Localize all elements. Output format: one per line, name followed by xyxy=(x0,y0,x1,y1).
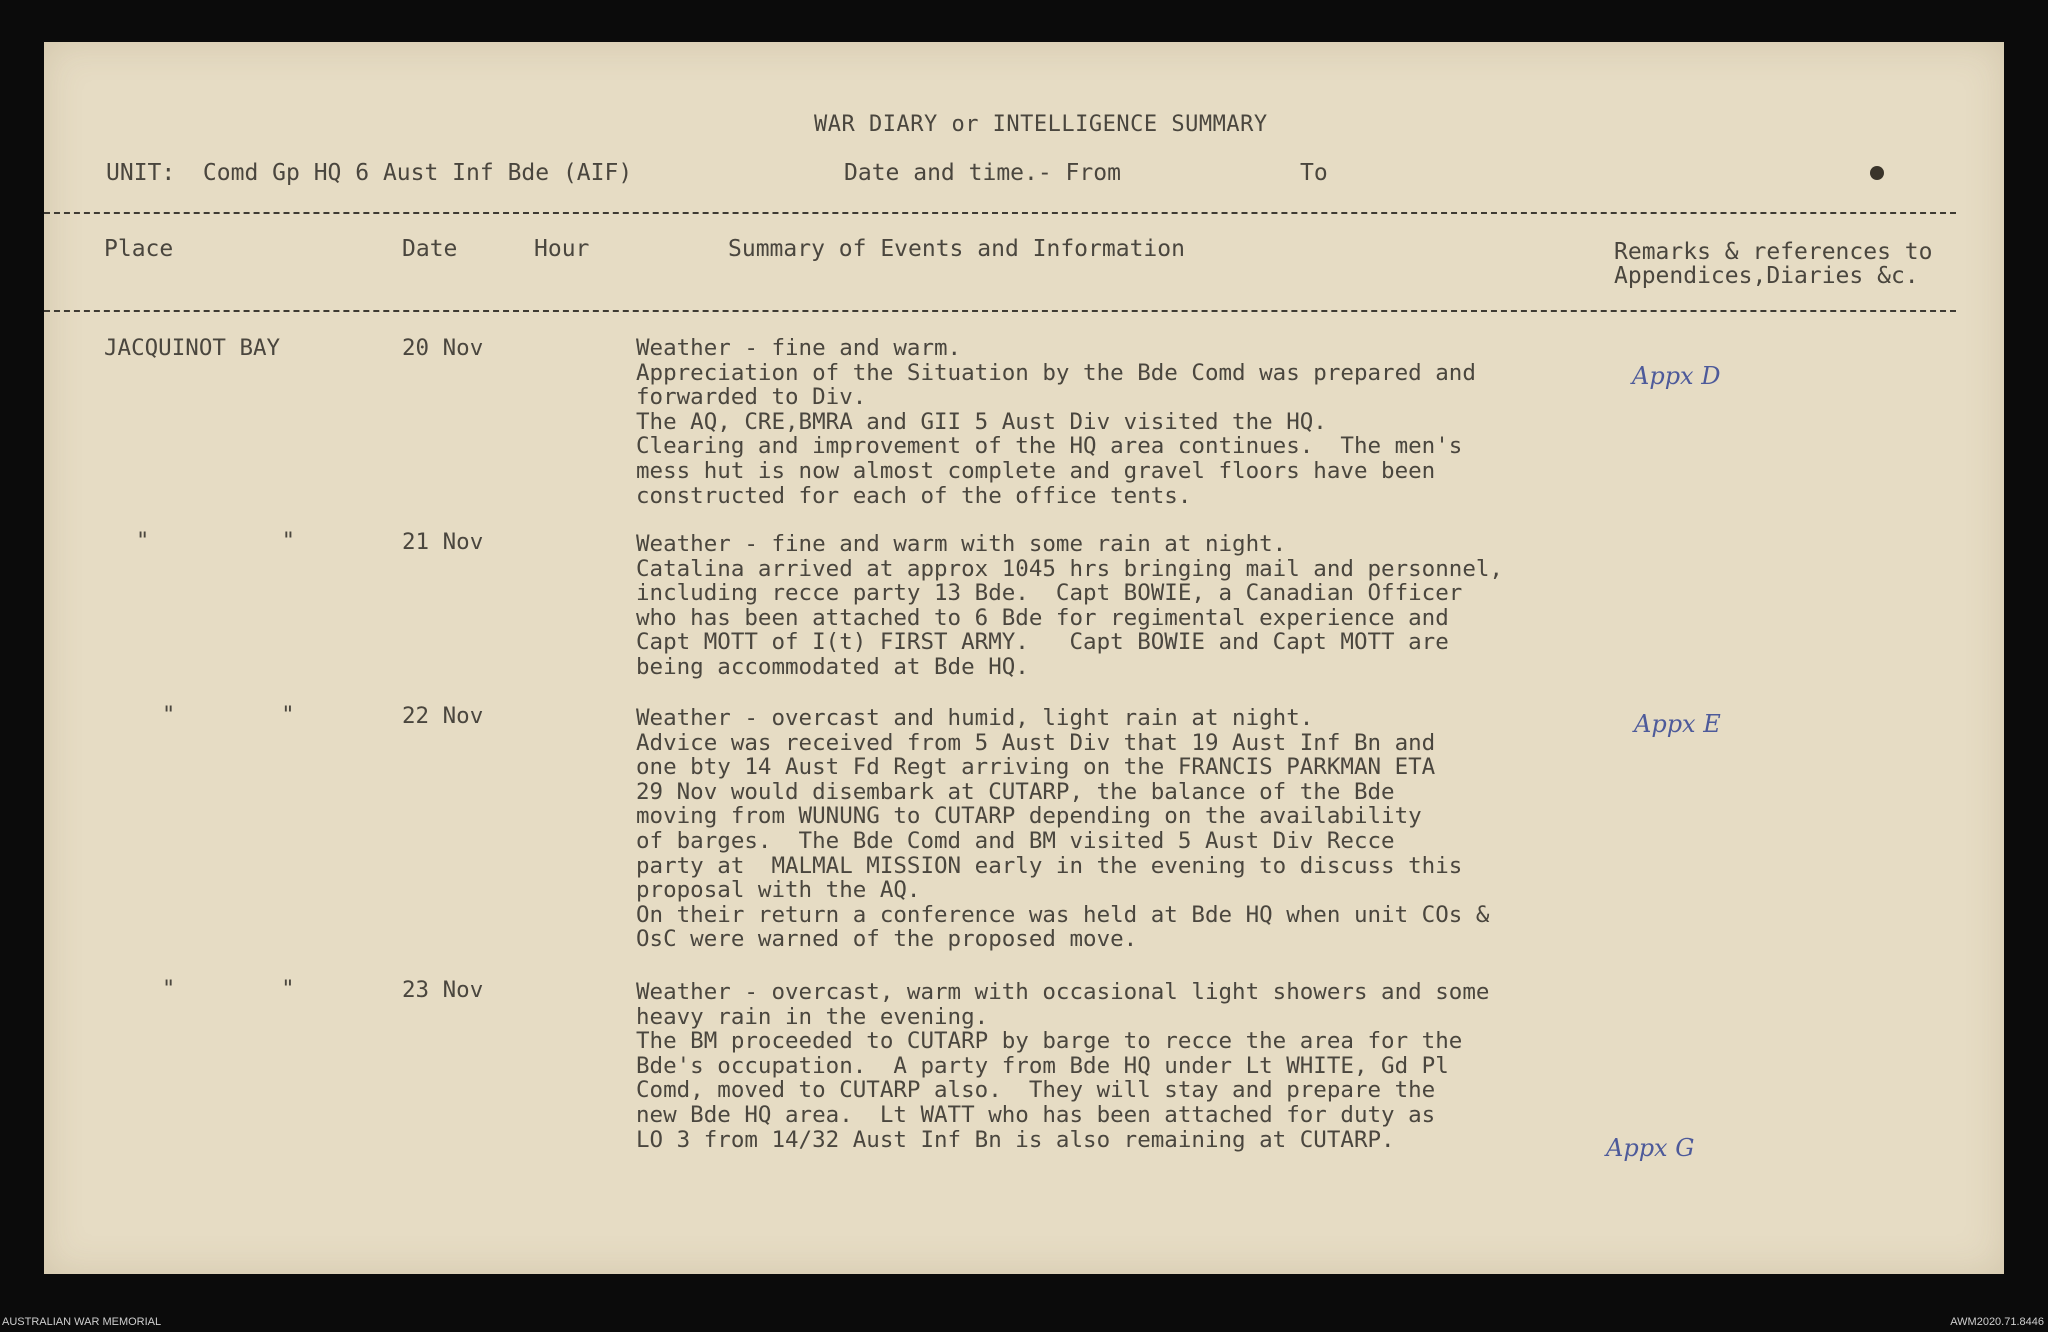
entry-date: 21 Nov xyxy=(402,529,484,555)
entry-summary: Weather - fine and warm. Appreciation of the Situation by the Bde Comd was prepared and forwarded to Div. The AQ, CRE,BMRA and GII 5 Aust Div visited the HQ. Clearing and improvement of the HQ area continues. The men's mess hut is now almost complete and gravel floors have been constructed for each of the office tents. xyxy=(636,335,1476,509)
entry-date: 23 Nov xyxy=(402,977,484,1003)
entry-place: JACQUINOT BAY xyxy=(104,335,281,361)
column-header-summary: Summary of Events and Information xyxy=(728,236,1185,262)
punch-hole xyxy=(1870,166,1884,180)
appendix-annotation: Appx G xyxy=(1606,1134,1695,1162)
date-time-label: Date and time.- From xyxy=(844,160,1121,186)
entry-place-ditto: " " xyxy=(162,977,295,1002)
entry-date: 20 Nov xyxy=(402,335,484,361)
appendix-annotation: Appx D xyxy=(1632,362,1721,390)
footer-credit: AUSTRALIAN WAR MEMORIAL xyxy=(2,1316,162,1328)
diary-page xyxy=(44,42,2004,1274)
column-header-place: Place xyxy=(104,236,174,262)
document-title: WAR DIARY or INTELLIGENCE SUMMARY xyxy=(814,112,1268,137)
appendix-annotation: Appx E xyxy=(1634,710,1721,738)
entry-place-ditto: " " xyxy=(136,529,295,554)
entry-place-ditto: " " xyxy=(162,703,295,728)
entry-summary: Weather - overcast, warm with occasional light showers and some heavy rain in the evening. The BM proceeded to CUTARP by barge to recce the area for the Bde's occupation. A party from Bde HQ under Lt WHITE, Gd Pl Comd, moved to CUTARP also. They will stay and prepare the new Bde HQ area. Lt WATT who has been attached for duty as LO 3 from 14/32 Aust Inf Bn is also remaining at CUTARP. xyxy=(636,979,1490,1153)
column-header-date: Date xyxy=(402,236,458,262)
column-header-hour: Hour xyxy=(534,236,590,262)
footer-accession-number: AWM2020.71.8446 xyxy=(1950,1316,2044,1328)
entry-date: 22 Nov xyxy=(402,703,484,729)
header-rule-bottom xyxy=(44,310,1956,312)
to-label: To xyxy=(1300,160,1328,186)
header-rule-top xyxy=(44,212,1956,214)
column-header-remarks: Remarks & references to Appendices,Diaries &c. xyxy=(1614,239,1933,289)
entry-summary: Weather - overcast and humid, light rain at night. Advice was received from 5 Aust Div that 19 Aust Inf Bn and one bty 14 Aust Fd Regt arriving on the FRANCIS PARKMAN ETA 29 Nov would disembark at CUTARP, the balance of the Bde moving from WUNUNG to CUTARP depending on the availability of barges. The Bde Comd and BM visited 5 Aust Div Recce party at MALMAL MISSION early in the evening to discuss this proposal with the AQ. On their return a conference was held at Bde HQ when unit COs & OsC were warned of the proposed move. xyxy=(636,705,1490,953)
unit-label: UNIT: Comd Gp HQ 6 Aust Inf Bde (AIF) xyxy=(106,160,633,186)
entry-summary: Weather - fine and warm with some rain at night. Catalina arrived at approx 1045 hrs bringing mail and personnel, including recce party 13 Bde. Capt BOWIE, a Canadian Officer who has been attached to 6 Bde for regimental experience and Capt MOTT of I(t) FIRST ARMY. Capt BOWIE and Capt MOTT are being accommodated at Bde HQ. xyxy=(636,531,1503,680)
